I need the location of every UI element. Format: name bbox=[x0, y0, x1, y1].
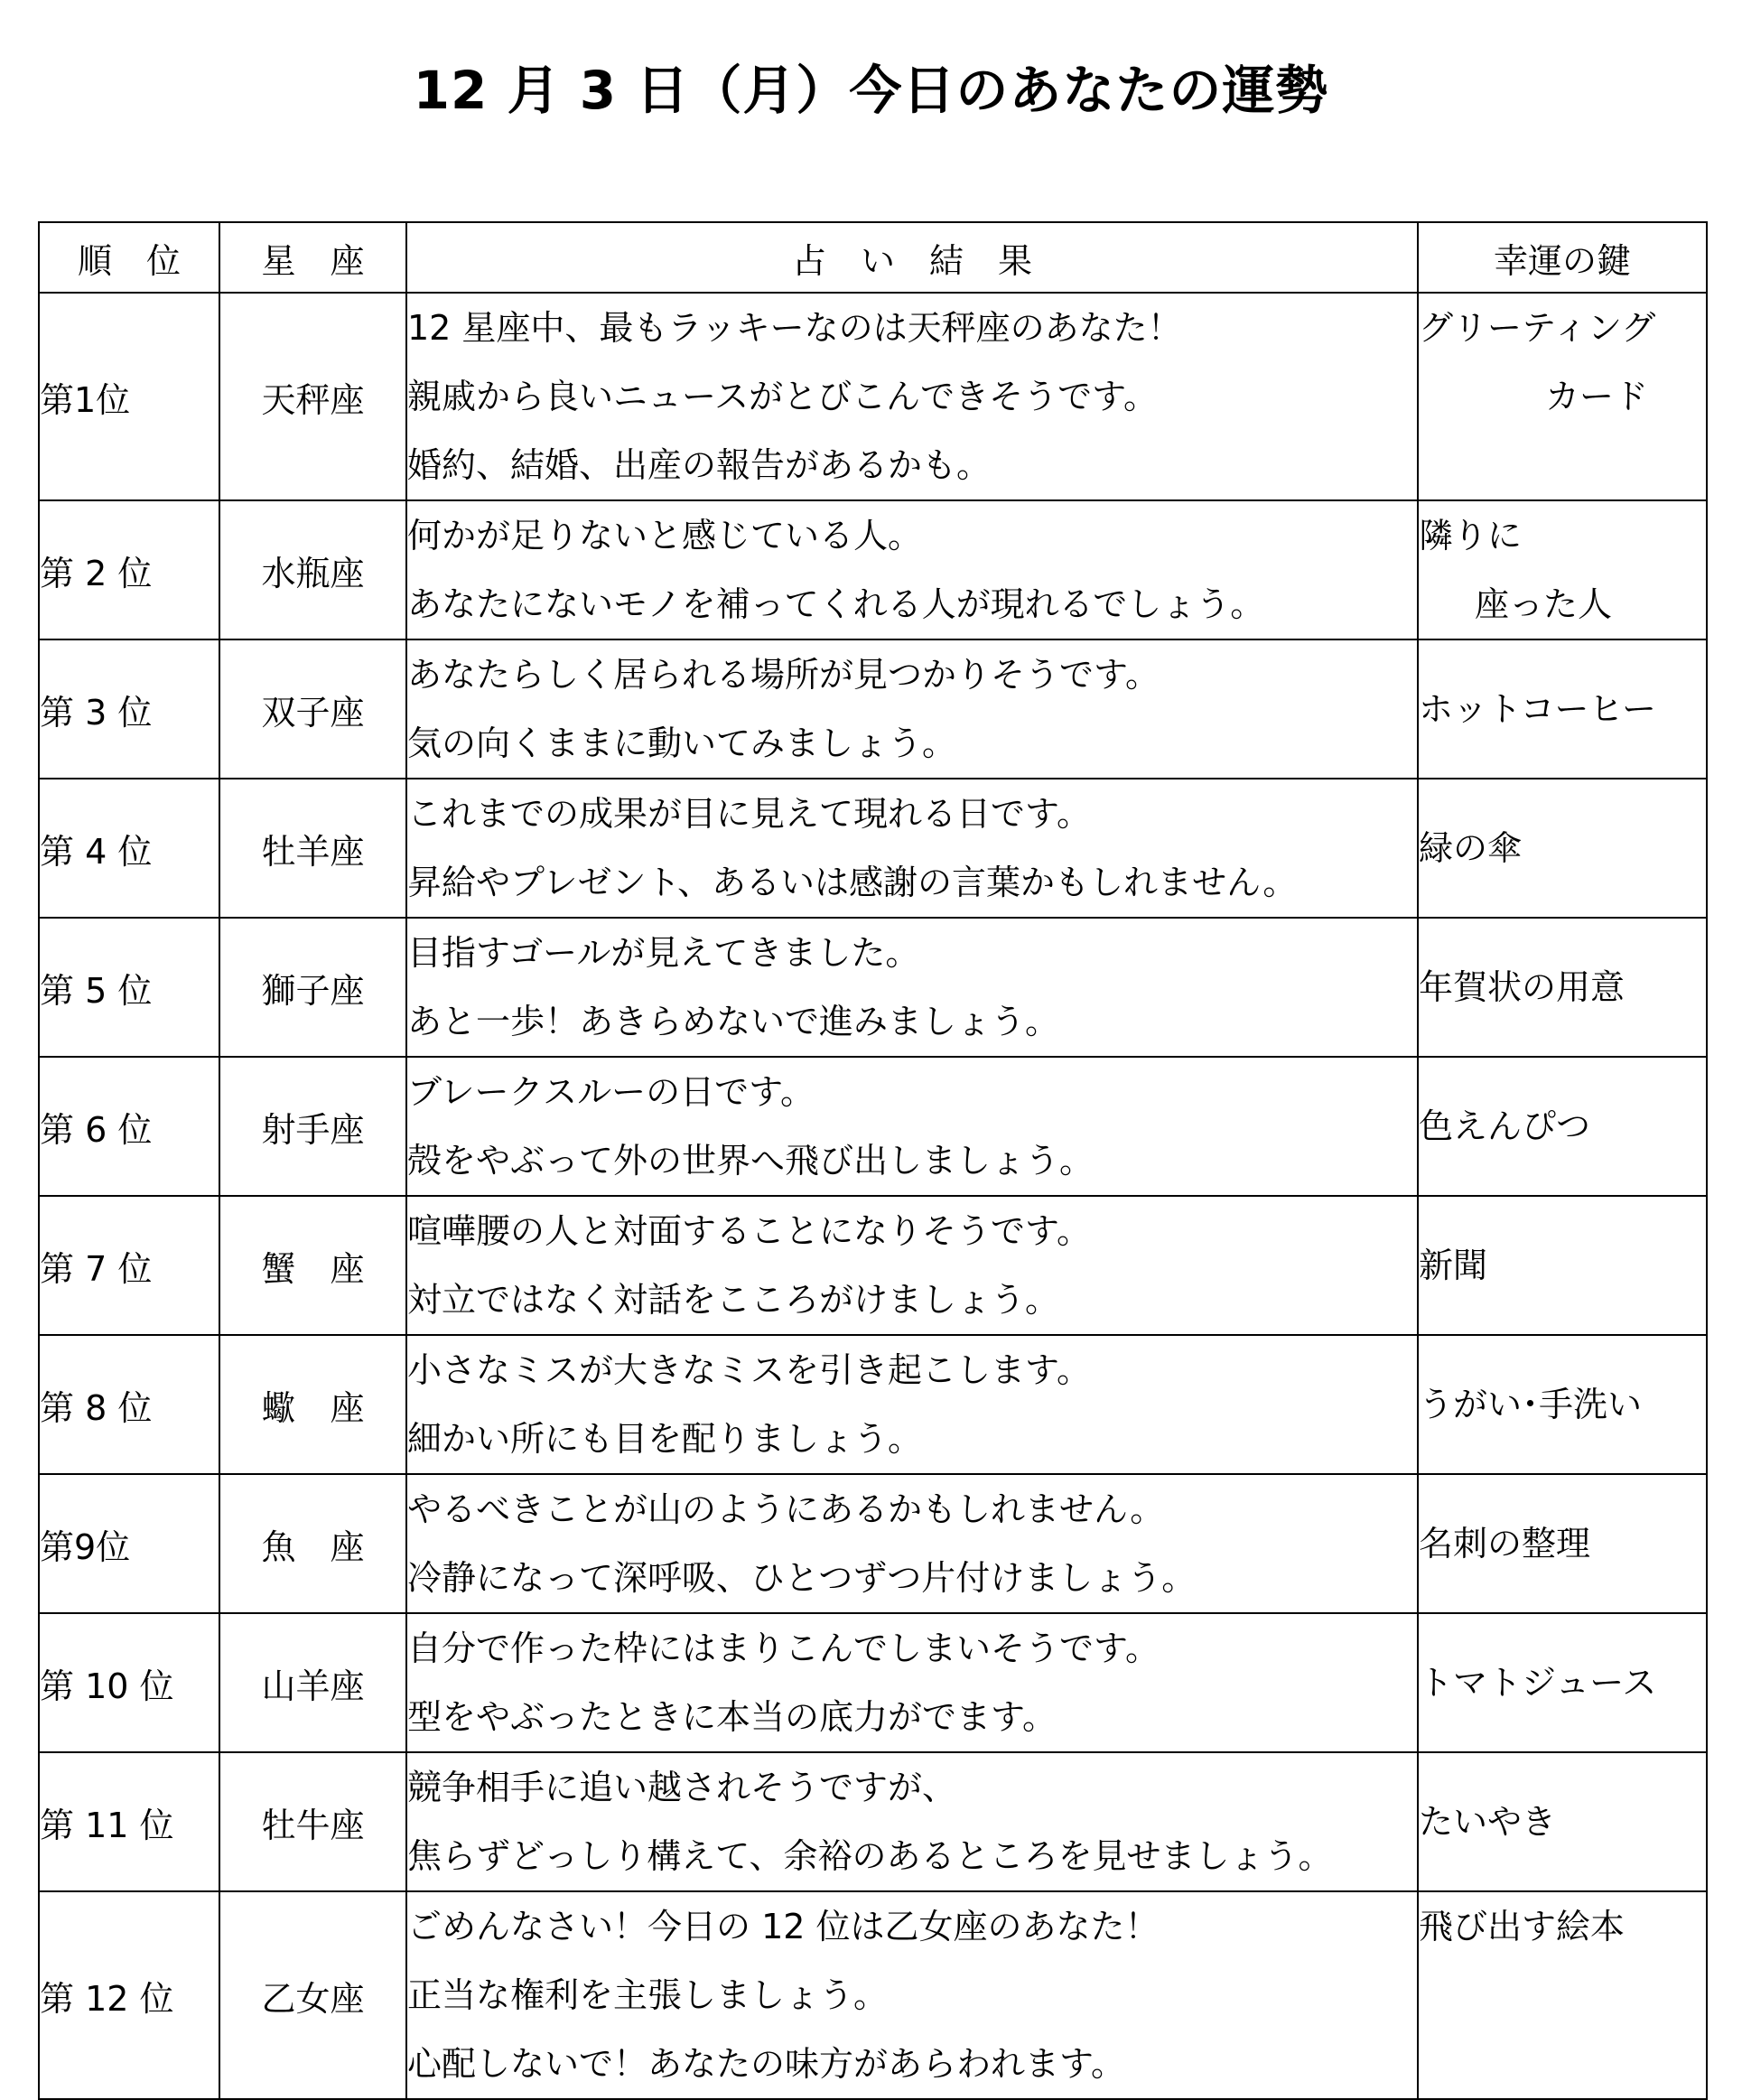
lucky-key-cell bbox=[1418, 779, 1707, 918]
table-row bbox=[39, 1057, 1707, 1196]
result-cell bbox=[406, 1057, 1418, 1196]
lucky-key-cell bbox=[1418, 1752, 1707, 1891]
lucky-key-line: 年賀状の用意 bbox=[1419, 967, 1626, 1007]
lucky-key-cell bbox=[1418, 918, 1707, 1057]
result-line: やるべきことが山のようにあるかもしれません。 bbox=[407, 1489, 1165, 1529]
lucky-key-line: 名刺の整理 bbox=[1419, 1524, 1591, 1563]
table-row bbox=[39, 1474, 1707, 1613]
result-cell bbox=[406, 1613, 1418, 1752]
sign-cell: 双子座 bbox=[219, 639, 406, 779]
sign-cell: 蠍 座 bbox=[219, 1335, 406, 1474]
result-cell bbox=[406, 1752, 1418, 1891]
result-line: 喧嘩腰の人と対面することになりそうです。 bbox=[407, 1211, 1091, 1251]
header-sign: 星 座 bbox=[219, 222, 406, 293]
sign-cell: 水瓶座 bbox=[219, 500, 406, 639]
result-cell bbox=[406, 1335, 1418, 1474]
sign-cell: 蟹 座 bbox=[219, 1196, 406, 1335]
rank-cell: 第 11 位 bbox=[39, 1752, 219, 1891]
table-row bbox=[39, 500, 1707, 639]
sign-cell: 乙女座 bbox=[219, 1891, 406, 2099]
header-key: 幸運の鍵 bbox=[1418, 222, 1707, 293]
result-line: ごめんなさい！今日の 12 位は乙女座のあなた！ bbox=[407, 1907, 1160, 1946]
result-line: 正当な権利を主張しましょう。 bbox=[407, 1975, 889, 2015]
result-cell bbox=[406, 293, 1418, 500]
header-result: 占 い 結 果 bbox=[406, 222, 1418, 293]
sign-cell: 獅子座 bbox=[219, 918, 406, 1057]
result-line: 昇給やプレゼント、あるいは感謝の言葉かもしれません。 bbox=[407, 863, 1298, 902]
rank-cell: 第 4 位 bbox=[39, 779, 219, 918]
table-row bbox=[39, 639, 1707, 779]
table-row bbox=[39, 918, 1707, 1057]
sign-cell: 魚 座 bbox=[219, 1474, 406, 1613]
result-line: 小さなミスが大きなミスを引き起こします。 bbox=[407, 1350, 1091, 1390]
rank-cell: 第 12 位 bbox=[39, 1891, 219, 2099]
result-line: 対立ではなく対話をこころがけましょう。 bbox=[407, 1280, 1060, 1320]
result-line: 12 星座中、最もラッキーなのは天秤座のあなた！ bbox=[407, 308, 1182, 348]
rank-cell: 第 2 位 bbox=[39, 500, 219, 639]
result-cell bbox=[406, 639, 1418, 779]
table-row bbox=[39, 779, 1707, 918]
result-line: あなたにないモノを補ってくれる人が現れるでしょう。 bbox=[407, 584, 1265, 624]
sign-cell: 牡牛座 bbox=[219, 1752, 406, 1891]
result-line: あと一歩！あきらめないで進みましょう。 bbox=[407, 1002, 1060, 1041]
lucky-key-line: うがい･手洗い bbox=[1419, 1385, 1643, 1424]
lucky-key-cell bbox=[1418, 1474, 1707, 1613]
result-cell bbox=[406, 779, 1418, 918]
sign-cell: 天秤座 bbox=[219, 293, 406, 500]
result-line: 親戚から良いニュースがとびこんできそうです。 bbox=[407, 377, 1159, 416]
result-line: 細かい所にも目を配りましょう。 bbox=[407, 1419, 923, 1459]
lucky-key-cell bbox=[1418, 1891, 1707, 2099]
result-line: 婚約、結婚、出産の報告があるかも。 bbox=[407, 445, 992, 485]
lucky-key-cell bbox=[1418, 1196, 1707, 1335]
page-title: 12 月 3 日（月）今日のあなたの運勢 bbox=[413, 60, 1329, 121]
result-line: 冷静になって深呼吸、ひとつずつ片付けましょう。 bbox=[407, 1558, 1197, 1598]
lucky-key-cell bbox=[1418, 1335, 1707, 1474]
table-header-row bbox=[39, 222, 1707, 293]
result-line: 気の向くままに動いてみましょう。 bbox=[407, 723, 957, 763]
header-rank: 順 位 bbox=[39, 222, 219, 293]
rank-cell: 第 8 位 bbox=[39, 1335, 219, 1474]
lucky-key-cell bbox=[1418, 639, 1707, 779]
lucky-key-cell bbox=[1418, 500, 1707, 639]
rank-cell: 第 10 位 bbox=[39, 1613, 219, 1752]
result-line: あなたらしく居られる場所が見つかりそうです。 bbox=[407, 655, 1160, 695]
lucky-key-line: 飛び出す絵本 bbox=[1419, 1907, 1626, 1946]
sign-cell: 射手座 bbox=[219, 1057, 406, 1196]
table-row bbox=[39, 1891, 1707, 2099]
lucky-key-line: トマトジュース bbox=[1419, 1663, 1657, 1703]
result-cell bbox=[406, 1196, 1418, 1335]
lucky-key-line: 緑の傘 bbox=[1419, 828, 1523, 868]
lucky-key-line: カード bbox=[1545, 377, 1649, 416]
result-cell bbox=[406, 1891, 1418, 2099]
result-cell bbox=[406, 500, 1418, 639]
result-line: 型をやぶったときに本当の底力がでます。 bbox=[407, 1697, 1057, 1737]
table-row bbox=[39, 1613, 1707, 1752]
lucky-key-cell bbox=[1418, 1613, 1707, 1752]
table-row bbox=[39, 293, 1707, 500]
sign-cell: 牡羊座 bbox=[219, 779, 406, 918]
sign-cell: 山羊座 bbox=[219, 1613, 406, 1752]
table-row bbox=[39, 1196, 1707, 1335]
result-line: これまでの成果が目に見えて現れる日です。 bbox=[407, 794, 1091, 834]
result-line: 目指すゴールが見えてきました。 bbox=[407, 933, 920, 973]
lucky-key-cell bbox=[1418, 1057, 1707, 1196]
table-row bbox=[39, 1335, 1707, 1474]
result-line: 殻をやぶって外の世界へ飛び出しましょう。 bbox=[407, 1141, 1095, 1181]
lucky-key-line: 新聞 bbox=[1419, 1246, 1488, 1285]
result-cell bbox=[406, 918, 1418, 1057]
lucky-key-line: 座った人 bbox=[1475, 584, 1613, 624]
rank-cell: 第 7 位 bbox=[39, 1196, 219, 1335]
result-line: ブレークスルーの日です。 bbox=[407, 1072, 815, 1112]
lucky-key-line: 色えんぴつ bbox=[1419, 1106, 1591, 1146]
lucky-key-line: たいやき bbox=[1419, 1802, 1557, 1842]
result-line: 何かが足りないと感じている人。 bbox=[407, 516, 923, 555]
rank-cell: 第 3 位 bbox=[39, 639, 219, 779]
rank-cell: 第9位 bbox=[39, 1474, 219, 1613]
lucky-key-line: ホットコーヒー bbox=[1419, 689, 1656, 729]
rank-cell: 第1位 bbox=[39, 293, 219, 500]
fortune-table bbox=[38, 221, 1708, 2100]
table-row bbox=[39, 1752, 1707, 1891]
rank-cell: 第 6 位 bbox=[39, 1057, 219, 1196]
result-line: 心配しないで！あなたの味方があらわれます。 bbox=[407, 2044, 1125, 2084]
result-line: 自分で作った枠にはまりこんでしまいそうです。 bbox=[407, 1629, 1160, 1668]
lucky-key-cell bbox=[1418, 293, 1707, 500]
result-cell bbox=[406, 1474, 1418, 1613]
result-line: 競争相手に追い越されそうですが、 bbox=[407, 1768, 957, 1807]
lucky-key-line: グリーティング bbox=[1419, 308, 1656, 348]
rank-cell: 第 5 位 bbox=[39, 918, 219, 1057]
lucky-key-line: 隣りに bbox=[1419, 516, 1523, 555]
result-line: 焦らずどっしり構えて、余裕のあるところを見せましょう。 bbox=[407, 1836, 1333, 1876]
